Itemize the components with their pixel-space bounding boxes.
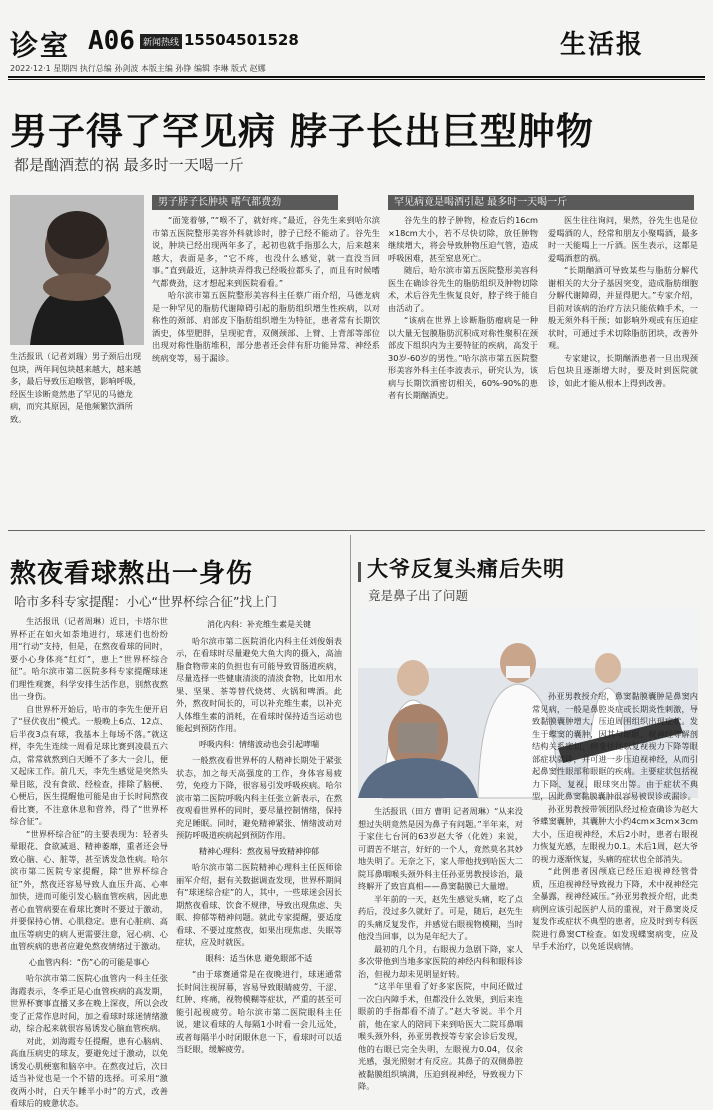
- paragraph: 专家建议，长期酗酒患者一旦出现颈后包块且逐渐增大时，要及时到医院就诊，如此才能从根本上得到改善。: [548, 352, 698, 388]
- subsection-heading: 消化内科：补充维生素是关键: [207, 620, 311, 629]
- paragraph: 一般熬夜看世界杯的人精神长期处于紧张状态，加之每天高强度的工作，身体容易疲劳，免疫力下降，很容易引发呼吸疾病。哈尔滨市第二医院呼吸内科主任张立新表示，在熬夜观看世界杯的同时，要尽量控制情绪，保持充足睡眠。同时，避免精神紧张、情绪波动对预防呼吸道疾病起到预防作用。: [176, 755, 342, 840]
- story2-subheadline: 哈市多科专家提醒：小心“世界杯综合征”找上门: [14, 594, 277, 609]
- paragraph: 哈尔滨市第二医院消化内科主任刘俊娟表示，在看球时尽量避免大鱼大肉的摄入，高油脂食物带来的负担也有可能导致胃肠道疾病，尽量选择一些健康清淡的清淡食物，比如用水果、坚果、茶等替代烧烤、火锅和啤酒。此外，熬夜时间长的，可以补充维生素，以补充人体维生素的消耗，在看球时保持适当运动也能起到预防作用。: [176, 635, 342, 733]
- story1-photo: [10, 195, 144, 345]
- story2-headline: 熬夜看球熬出一身伤: [10, 559, 254, 589]
- paragraph: “面笼着够，”“喉不了，就好疼。”最近，谷先生来到哈尔滨市第五医院整形美容外科就诊时，脖子已经不能动了。谷先生说，肿块已经出现两年多了，起初也就手指那么大，后来越来越大，表面是多，“它不疼，也没什么感觉，就一直没当回事。”直到最近，这肿块弄得我已经吸拉都头了，而且有时候嗜气都费劲，这才想起来到医院看看。”: [152, 215, 380, 288]
- paragraph: 最初的几个月，右眼视力急剧下降，家人多次带他到当地多家医院的神经内科和眼科诊治，但视力却未见明显好转。: [358, 943, 523, 979]
- story1-headline: 男子得了罕见病 脖子长出巨型肿物: [10, 110, 594, 153]
- neck-mass-photo: [10, 195, 144, 345]
- paragraph: 孙亚男教授介绍，鼻窦黏膜囊肿是鼻窦内常见病，一般是鼻腔炎症或长期炎性刺激，导致黏膜囊肿增大，压迫周围组织出现症状。发生于蝶窦的囊肿，因其与眼眶、视神经等解剖结构关系密切，病变往往以复视视力下降等眼部症状就诊，并可进一步压迫视神经，从而引起鼻窦性眼部和眼眶的疾病。主要症状包括视力下降、复视、眼球突出等。由于症状不典型，因此鼻窦黏膜囊肿很容易被误诊或漏诊。: [532, 691, 698, 801]
- page-number: A06: [88, 26, 135, 56]
- paragraph: 随后，哈尔滨市第五医院整形美容科医生在确诊谷先生的脂肪组织及肿物切除术，术后谷先生恢复良好，脖子终于能自由活动了。: [388, 265, 538, 313]
- paragraph: 医生往往询问，果然，谷先生也是位爱喝酒的人，经常和朋友小聚喝酒，最多时一天能喝上一斤酒。医生表示，这都是爱喝酒惹的祸。: [548, 215, 698, 263]
- newspaper-logo: 生活报: [560, 30, 645, 60]
- paragraph: 孙亚男教授带领团队经过检查确诊为赵大爷蝶窦囊肿，其囊肿大小约4cm×3cm×3cm大小，压迫视神经，术后2小时，患者右眼视力恢复光感，左眼视力0.1。术后1周，赵大爷的视力逐渐恢复，头痛的症状也全部消失。: [532, 803, 698, 864]
- story3-column-1: [358, 805, 523, 1091]
- paragraph: 哈尔滨市第二医院精神心理科主任医师徐丽军介绍，据有关数据调查发现，世界杯期间有“球迷综合症”的人，其中，一些球迷会因长期熬夜看球、饮食不规律，导致出现焦虑、失眠、抑郁等精神问题。就此专家提醒，要适度看球、不要过度熬夜，如果出现焦虑、失眠等症状，应及时就医。: [176, 862, 342, 947]
- paragraph: “世界杯综合征”的主要表现为：轻者头晕眼花、食欲减退、精神萎靡，重者还会导致心脑、心、脏等，甚至诱发急性病。哈尔滨市第二医院专家提醒，除“世界杯综合征”外，熬夜还容易导致人血压升高、心率加快，进而可能引发心脑血管疾病，因此患者心血管病要在看球比赛时不要过于激动，并要保持心情、心肌稳定。患有心脏病、高血压等病史的病人更需要注意，冠心病、心血管疾病的患者应避免熬夜情绪过于激动。: [10, 828, 168, 951]
- story1-section-bar-2: 罕见病竟是喝酒引起 最多时一天喝一斤: [388, 195, 694, 210]
- paragraph: “这半年里看了好多家医院，中间还做过一次白内障手术，但都没什么效果，到后来连眼前的手指都看不清了。”赵大爷说。半个月前，他在家人的陪同下来到哈医大二院耳鼻咽喉头颈外科，孙亚男教授等专家会诊后发现，他的右眼已完全失明，左眼视力0.04，仅余光感，强光照射才有反应。其鼻子的双侧鼻腔被黏膜组织填满，压迫到视神经，导致视力下降。: [358, 981, 523, 1091]
- paragraph: 哈尔滨市第二医院心血管内一科主任张海霞表示，冬季正是心血管疾病的高发期，世界杯赛事直播又多在晚上深夜，所以会改变了正常作息时间，加之看球时球迷情绪激动，综合起来就很容易诱发心脑血管疾病。: [10, 973, 168, 1033]
- story3-headline: 大爷反复头痛后失明: [367, 556, 565, 581]
- masthead-rule-thin: [8, 79, 705, 80]
- paragraph: 半年前的一天，赵先生感觉头痛，吃了点药后，没过多久就好了。可是，随后，赵先生的头痛反复发作，并感觉右眼视物模糊，当时他没当回事，以为是年纪大了。: [358, 893, 523, 941]
- section-name: 诊室: [10, 29, 71, 62]
- story3-header: [358, 553, 565, 583]
- paragraph: 对此，刘海霞专任提醒，患有心脑病、高血压病史的球友，要避免过于激动，以免诱发心肌梗塞和脑卒中。在熬夜过后，次日适当补觉也是一个不错的选择。可采用“激夜两小时，白天午睡半小时”的方式，改善看球后的疲惫状态。: [10, 1035, 168, 1108]
- story-divider: [8, 530, 705, 531]
- issue-meta: 2022·12·1 星期四 执行总编 孙剑波 本版主编 孙铮 编辑 李琳 版式 赵娜: [10, 64, 266, 73]
- paragraph: “长期酗酒可导致某些与脂肪分解代谢相关的大分子基因突变，造成脂肪细胞分解代谢障碍，并显得肥大。”专家介绍，目前对该病的治疗方法只能依赖手术，一般无须外科干预；如影响外观或有压迫症状时，可通过手术切除脂肪团块，改善外观。: [548, 265, 698, 350]
- hotline-label: 新闻热线: [140, 34, 182, 49]
- subsection-heading: 呼吸内科：情绪波动也会引起哮喘: [199, 739, 319, 749]
- paragraph: “该病在世界上诊断脂肪瘤病是一种以大量无包膜脂肪沉积成对称性聚积在颈部皮下组织内为主要特征的疾病，高发于30岁-60岁的男性。”哈尔滨市第五医院整形美容外科主任李波表示，研究认为，该病与长期饮酒密切相关，60%-90%的患者有长期酗酒史。: [388, 315, 538, 400]
- story3-subheadline: 竟是鼻子出了问题: [368, 588, 469, 603]
- paragraph: “此例患者因颅底已经压迫视神经管骨质，压迫视神经导致视力下降，术中视神经完全暴露，视神经减压。”孙亚男教授介绍，此类病例应该引起医护人员的重视，对于鼻窦炎反复发作或症状不典型的患者，应及时到专科医院进行鼻窦CT检查。如发现蝶窦病变，应及早手术治疗，以免延误病情。: [532, 866, 698, 951]
- story2-column-1: [10, 615, 168, 1108]
- paragraph: “由于球赛通常是在夜晚进行，球迷通常长时间注视屏幕，容易导致眼睛疲劳、干涩、红肿、疼痛，视物模糊等症状，严重的甚至可能引起视疲劳。哈尔滨市第二医院眼科主任说，建议看球的人每隔1小时看一会儿远处，或者每隔半小时闭眼休息一下，看球时可以适当眨眼，缓解疲劳。: [176, 969, 342, 1054]
- subsection-heading: 精神心理科：熬夜易导致精神抑郁: [199, 846, 319, 856]
- paragraph: 生活报讯（田方 曹明 记者周琳）“从来没想过失明竟然是因为鼻子有问题。”半年来，对于家住七台河的63岁赵大爷（化姓）来说，可谓苦不堪言，好好的一个人，竟然莫名其妙地失明了。无奈之下，家人带他找到哈医大二院耳鼻咽喉头颈外科主任孙亚男教授诊治，最终解开了致盲真相——鼻窦黏膜已大量增。: [358, 806, 523, 891]
- story1-column-1: [152, 214, 380, 514]
- headline-bar-icon: [358, 562, 361, 582]
- paragraph: 谷先生的脖子肿物，检查后约16cm×18cm大小，若不尽快切除，放任肿物继续增大，将会导致肿物压迫气管，造成呼吸困难，甚至窒息死亡。: [388, 215, 538, 263]
- hotline-number: 15504501528: [184, 31, 299, 49]
- paragraph: 生活报讯（记者周琳）近日，卡塔尔世界杯正在如火如荼地进行，球迷们也纷纷用“行动”支持，但是，在熬夜看球的同时，要小心身体亮“红灯”，患上“世界杯综合征”。哈尔滨市第二医院多科专家提醒球迷们理性观赛，科学安排生活作息，别熬夜熬出一身伤。: [10, 616, 168, 701]
- paragraph: 哈尔滨市第五医院整形美容科主任蔡广雨介绍，马德龙病是一种罕见的脂肪代谢障碍引起的脂肪组织增生性疾病，以对称性的颈部、肩部皮下脂肪组织增生为特征，患者常有长期饮酒史，体型肥胖，呈现驼背，双侧颈部、上臂、上背部等部位出现对称性脂肪堆积，部分患者还会伴有肝功能异常、神经系统病变等，易于漏诊。: [152, 290, 380, 363]
- story1-caption: 生活报讯（记者刘瑞）男子颈后出现包块，两年间包块越来越大，越来越多，最后导致压迫喉管，影响呼吸，经医生诊断竟然患了罕见的马德龙病，而究其原因，是他频繁饮酒所致。: [10, 351, 142, 424]
- story3-column-2: [532, 690, 698, 1020]
- story1-column-2: [388, 214, 538, 514]
- paragraph: 自世界杯开始后，哈市的李先生便开启了“昼伏夜出”模式。一般晚上6点、12点、后半夜3点有球，我基本上每场不落。”就这样，李先生连续一周看足球比赛到凌晨五六点，常常就熬到白天睡不了多大一会儿，便又起床工作。前几天，李先生感觉是突然头晕目眩，没有食欲、经检查，排除了脑梗、心梗后，医生提醒他可能是由于长时间熬夜看比赛，不注意休息和营养，得了“世界杯综合征”。: [10, 703, 168, 826]
- story1-subheadline: 都是酗酒惹的祸 最多时一天喝一斤: [14, 156, 244, 174]
- masthead-rule: [8, 76, 705, 78]
- subsection-heading: 心血管内科：“伤”心的可能是事心: [28, 957, 150, 967]
- story2-column-2: [176, 615, 342, 1054]
- column-divider: [350, 535, 351, 1020]
- story1-column-3: [548, 214, 698, 514]
- subsection-heading: 眼科：适当休息 避免眼部不适: [205, 953, 313, 963]
- story1-section-bar-1: 男子脖子长肿块 嗜气都费劲: [152, 195, 338, 210]
